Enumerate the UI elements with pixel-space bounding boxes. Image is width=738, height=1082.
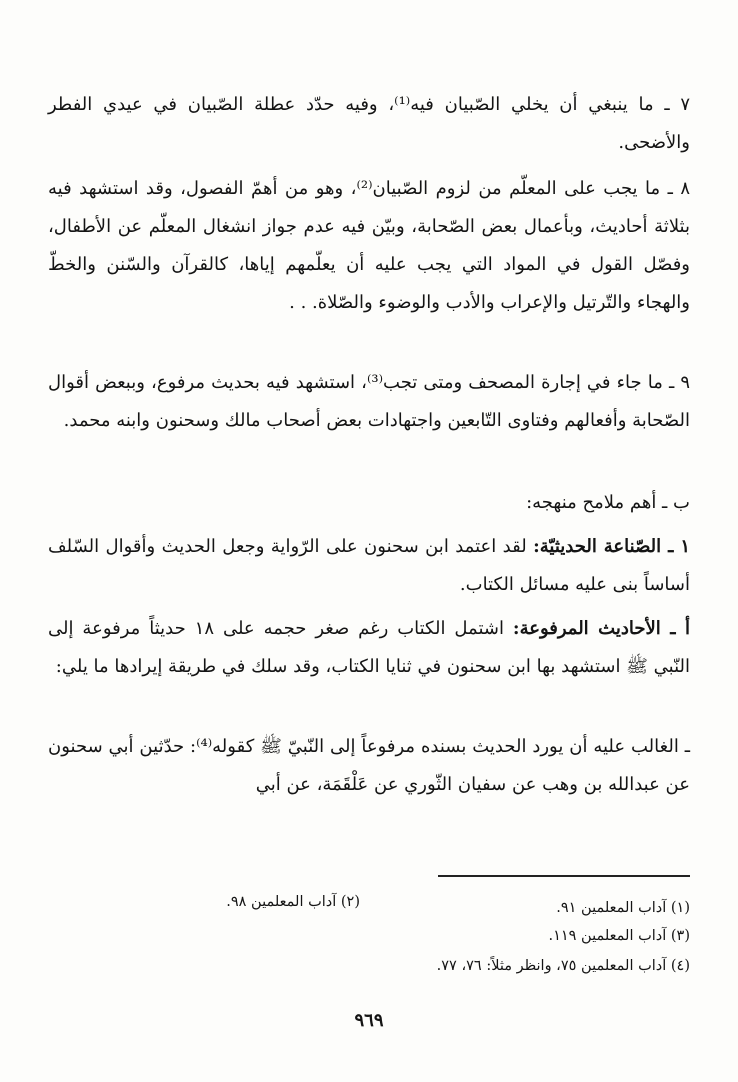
section-heading-b	[48, 484, 690, 522]
paragraph-dash	[48, 728, 690, 804]
paragraph-7-text: ٧ ـ ما ينبغي أن يخلي الصّبيان فيه⁽¹⁾، وفيه حدّد عطلة الصّبيان في عيدي الفطر والأضحى.	[48, 94, 690, 153]
footnote-divider	[438, 875, 690, 877]
paragraph-8-text: وقد استشهد فيه بثلاثة أحاديث، وبأعمال بعض الصّحابة، وبيّن فيه عدم جواز انشغال المعلّم عن الأطفال، وفصّل القول في المواد التي يجب عليه أن يعلّمهم إياها، كالقرآن والسّنن والخطّ والهجاء والتّرتيل والإعراب والأدب والوضوء والصّلاة. . .	[48, 178, 690, 313]
footnote-3: (٣) آداب المعلمين ١١٩.	[548, 928, 690, 944]
paragraph-dash-text: ـ الغالب عليه أن يورد الحديث بسنده مرفوعاً إلى النّبيّ ﷺ كقوله⁽⁴⁾: حدّثين أبي سحنون عن عبدالله بن وهب عن سفيان الثّوري عن عَلْقَمَة، عن أبي	[48, 736, 690, 795]
paragraph-8	[48, 170, 690, 322]
paragraph-1	[48, 528, 690, 604]
paragraph-1-lead: ١ ـ الصّناعة الحديثيّة:	[533, 536, 690, 557]
paragraph-9-text: استشهد فيه بحديث مرفوع، وببعض أقوال الصّحابة وأفعالهم وفتاوى التّابعين واجتهادات بعض أصحاب مالك وسحنون وابنه محمد.	[48, 372, 690, 431]
footnote-4: (٤) آداب المعلمين ٧٥، وانظر مثلاً: ٧٦، ٧٧.	[436, 958, 690, 974]
paragraph-7	[48, 86, 690, 162]
page-number: ٩٦٩	[354, 1010, 384, 1031]
paragraph-8-lead: ٨ ـ ما يجب على المعلّم من لزوم الصّبيان⁽²⁾، وهو من أهمّ الفصول،	[180, 178, 691, 199]
paragraph-a-lead: أ ـ الأحاديث المرفوعة:	[512, 618, 690, 639]
paragraph-9-lead: ٩ ـ ما جاء في إجارة المصحف ومتى تجب⁽³⁾،	[361, 372, 690, 393]
section-heading-b-text: ب ـ أهم ملامح منهجه:	[526, 492, 690, 513]
paragraph-1-text: لقد اعتمد ابن سحنون على الرّواية وجعل الحديث وأقوال السّلف أساساً بنى عليه مسائل الكتاب.	[48, 536, 690, 595]
paragraph-a	[48, 610, 690, 686]
paragraph-a-text: اشتمل الكتاب رغم صغر حجمه على ١٨ حديثاً مرفوعة إلى النّبي ﷺ استشهد بها ابن سحنون في ثنايا الكتاب، وقد سلك في طريقة إيرادها ما يلي:	[48, 618, 690, 677]
footnote-1: (١) آداب المعلمين ٩١.	[556, 900, 690, 916]
paragraph-9	[48, 364, 690, 440]
footnote-2: (٢) آداب المعلمين ٩٨.	[226, 894, 360, 910]
